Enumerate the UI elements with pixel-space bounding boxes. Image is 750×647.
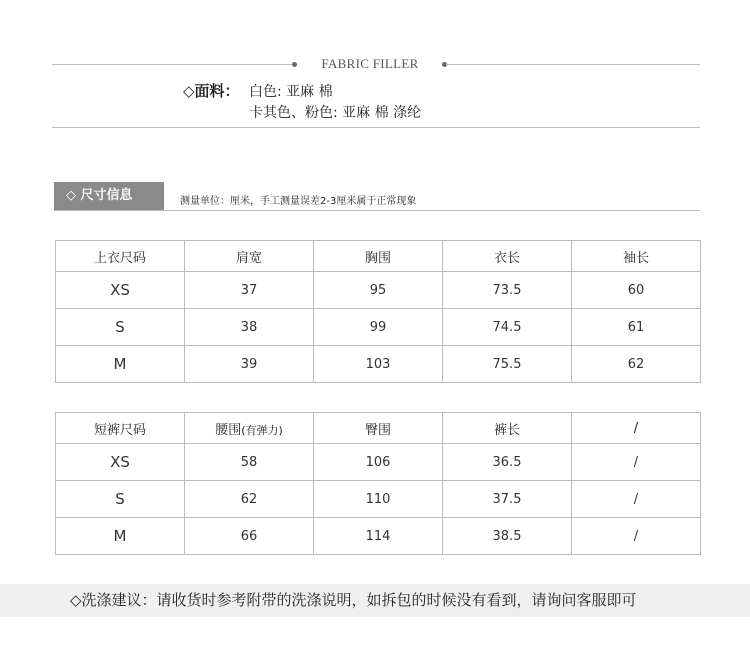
table-cell: 95 <box>314 272 443 309</box>
table-cell: 62 <box>185 481 314 518</box>
table-cell: 106 <box>314 444 443 481</box>
table-cell: 38 <box>185 309 314 346</box>
header-cell: 裤长 <box>443 413 572 444</box>
table-cell: 66 <box>185 518 314 555</box>
fabric-filler-title: FABRIC FILLER <box>321 56 419 71</box>
table-header-row <box>56 413 701 444</box>
table-row <box>56 346 701 383</box>
table-row <box>56 481 701 518</box>
table-cell: 37 <box>185 272 314 309</box>
header-dot-left <box>292 62 297 67</box>
table-cell: 37.5 <box>443 481 572 518</box>
table-cell: 114 <box>314 518 443 555</box>
table-cell: 61 <box>572 309 701 346</box>
table-row <box>56 444 701 481</box>
size-info-tab: ◇ 尺寸信息 <box>54 182 164 210</box>
table-cell: 39 <box>185 346 314 383</box>
table-cell: 60 <box>572 272 701 309</box>
header-line-left <box>52 64 294 65</box>
table-cell: S <box>56 309 185 346</box>
header-cell: / <box>572 413 701 444</box>
table-cell: / <box>572 518 701 555</box>
table-cell: 73.5 <box>443 272 572 309</box>
elastic-note: (有弹力) <box>241 423 283 437</box>
header-cell: 衣长 <box>443 241 572 272</box>
table-cell: XS <box>56 444 185 481</box>
table-header-row <box>56 241 701 272</box>
header-line-right <box>446 64 700 65</box>
table-cell: 38.5 <box>443 518 572 555</box>
material-label: ◇面料： <box>183 82 240 100</box>
measurement-note: 测量单位：厘米，手工测量误差2-3厘米属于正常现象 <box>180 196 417 207</box>
shorts-size-table <box>55 412 701 555</box>
table-cell: S <box>56 481 185 518</box>
header-cell: 短裤尺码 <box>56 413 185 444</box>
washing-advice-banner: ◇洗涤建议：请收货时参考附带的洗涤说明，如拆包的时候没有看到，请询问客服即可 <box>0 584 750 617</box>
waist-label: 腰围 <box>215 422 242 438</box>
header-cell: 臀围 <box>314 413 443 444</box>
table-cell: 58 <box>185 444 314 481</box>
size-info-divider <box>54 210 700 211</box>
material-line-khaki-pink: 卡其色、粉色: 亚麻 棉 涤纶 <box>249 105 422 121</box>
header-cell: 袖长 <box>572 241 701 272</box>
material-line-white: 白色: 亚麻 棉 <box>249 84 333 100</box>
table-cell: XS <box>56 272 185 309</box>
table-cell: 110 <box>314 481 443 518</box>
table-cell: / <box>572 481 701 518</box>
table-row <box>56 272 701 309</box>
table-row <box>56 518 701 555</box>
top-size-table <box>55 240 701 383</box>
table-cell: 75.5 <box>443 346 572 383</box>
table-cell: M <box>56 346 185 383</box>
table-cell: 62 <box>572 346 701 383</box>
table-cell: 103 <box>314 346 443 383</box>
header-cell: 肩宽 <box>185 241 314 272</box>
material-divider <box>52 127 700 128</box>
header-cell: 胸围 <box>314 241 443 272</box>
header-cell-waist <box>185 413 314 444</box>
table-cell: / <box>572 444 701 481</box>
table-cell: M <box>56 518 185 555</box>
table-row <box>56 309 701 346</box>
header-cell: 上衣尺码 <box>56 241 185 272</box>
table-cell: 36.5 <box>443 444 572 481</box>
table-cell: 99 <box>314 309 443 346</box>
table-cell: 74.5 <box>443 309 572 346</box>
